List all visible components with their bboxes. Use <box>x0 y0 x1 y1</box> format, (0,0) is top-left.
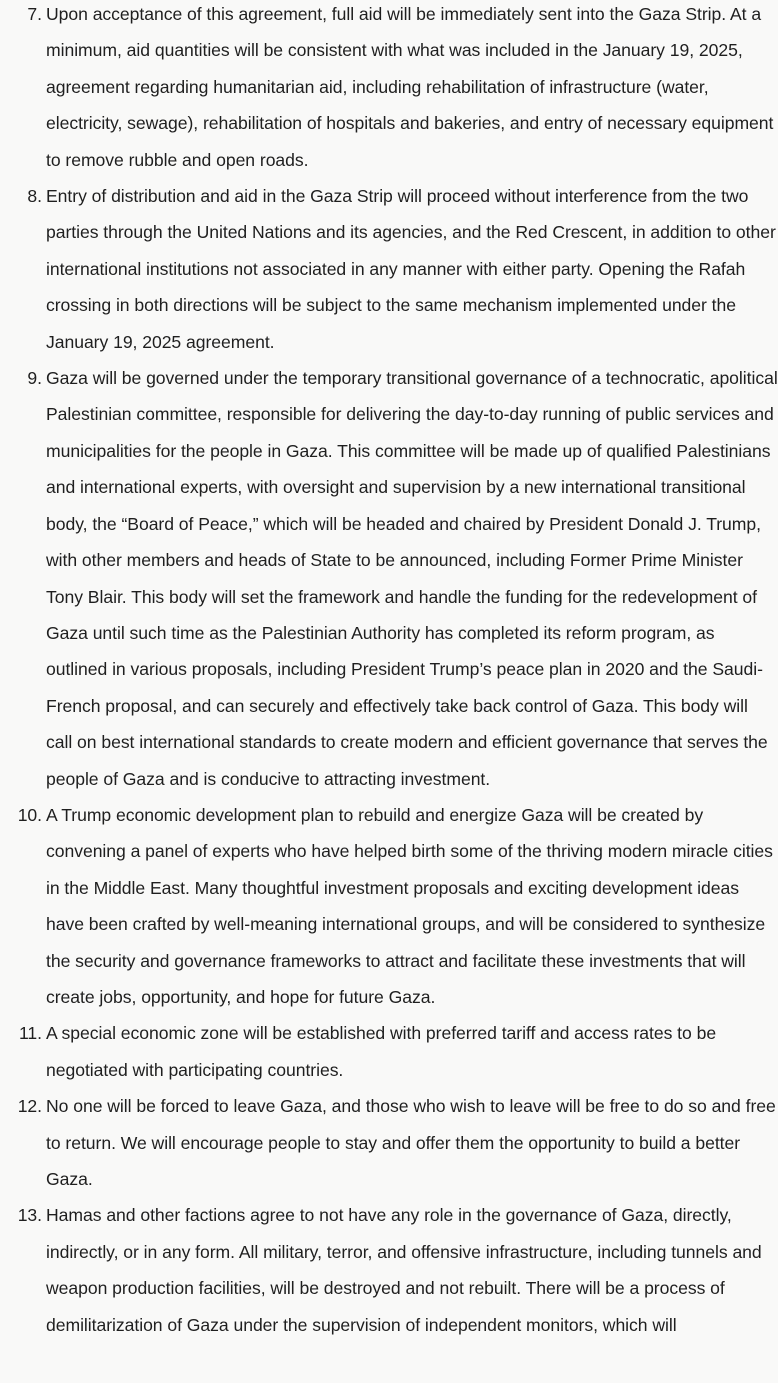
item-number: 8. <box>27 186 42 207</box>
item-number: 13. <box>17 1205 42 1226</box>
item-text: A special economic zone will be established with preferred tariff and access rates to be negotiated with participating countries. <box>46 1023 717 1080</box>
item-number: 11. <box>18 1023 42 1044</box>
list-item <box>0 0 778 178</box>
item-text: Entry of distribution and aid in the Gaza Strip will proceed without interference from the two parties through the United Nations and its agencies, and the Red Crescent, in addition to other international institutions not associated in any manner with either party. Opening the Rafah crossing in both directions will be subject to the same mechanism implemented under the January 19, 2025 agreement. <box>46 186 776 352</box>
item-text: A Trump economic development plan to rebuild and energize Gaza will be created by convening a panel of experts who have helped birth some of the thriving modern miracle cities in the Middle East. Many thoughtful investment proposals and exciting development ideas have been crafted by well-meaning international groups, and will be considered to synthesize the security and governance frameworks to attract and facilitate these investments that will create jobs, opportunity, and hope for future Gaza. <box>46 804 773 1007</box>
item-text: Gaza will be governed under the temporary transitional governance of a technocratic, apolitical Palestinian committee, responsible for delivering the day-to-day running of public services and municipalities for the people in Gaza. This committee will be made up of qualified Palestinians and international experts, with oversight and supervision by a new international transitional body, the “Board of Peace,” which will be headed and chaired by President Donald J. Trump, with other members and heads of State to be announced, including Former Prime Minister Tony Blair. This body will set the framework and handle the funding for the redevelopment of Gaza until such time as the Palestinian Authority has completed its reform program, as outlined in various proposals, including President Trump’s peace plan in 2020 and the Saudi-French proposal, and can securely and effectively take back control of Gaza. This body will call on best international standards to create modern and efficient governance that serves the people of Gaza and is conducive to attracting investment. <box>46 368 778 789</box>
item-text: Upon acceptance of this agreement, full aid will be immediately sent into the Gaza Strip. At a minimum, aid quantities will be consistent with what was included in the January 19, 2025, agreement regarding humanitarian aid, including rehabilitation of infrastructure (water, electricity, sewage), rehabilitation of hospitals and bakeries, and entry of necessary equipment to remove rubble and open roads. <box>46 4 774 170</box>
list-item <box>0 1088 778 1197</box>
item-number: 9. <box>27 368 42 389</box>
item-number: 7. <box>27 4 42 24</box>
item-number: 10. <box>17 804 42 825</box>
item-text: No one will be forced to leave Gaza, and those who wish to leave will be free to do so and free to return. We will encourage people to stay and offer them the opportunity to build a better Gaza. <box>46 1096 776 1189</box>
list-item <box>0 1197 778 1343</box>
list-item <box>0 178 778 360</box>
item-number: 12. <box>17 1096 42 1117</box>
list-item <box>0 1015 778 1088</box>
list-item <box>0 360 778 797</box>
item-text: Hamas and other factions agree to not have any role in the governance of Gaza, directly, indirectly, or in any form. All military, terror, and offensive infrastructure, including tunnels and weapon production facilities, will be destroyed and not rebuilt. There will be a process of demilitarization of Gaza under the supervision of independent monitors, which will <box>46 1205 762 1335</box>
list-item <box>0 797 778 1015</box>
